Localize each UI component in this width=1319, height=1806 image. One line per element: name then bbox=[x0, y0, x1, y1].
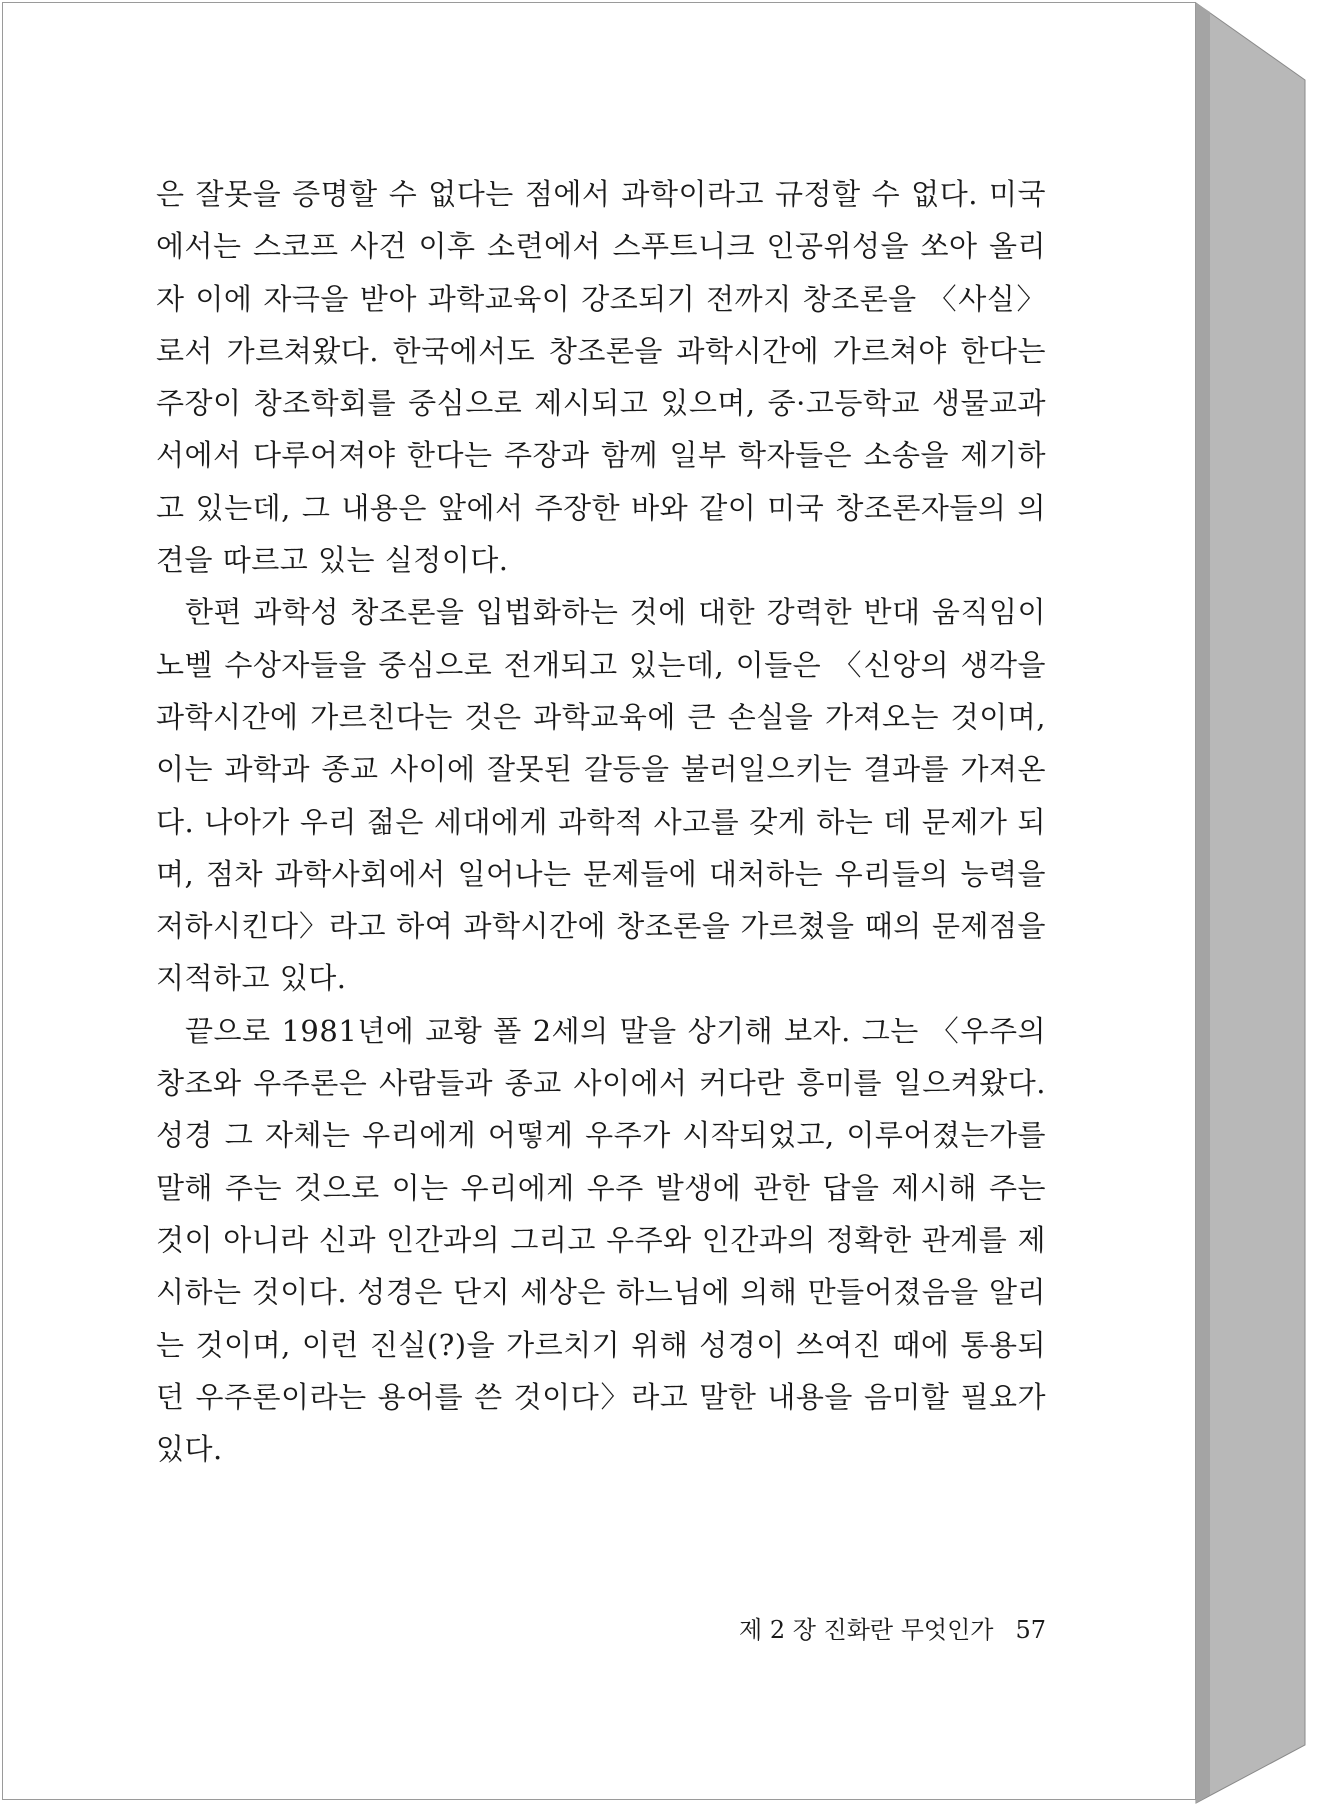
paragraph-2: 한편 과학성 창조론을 입법화하는 것에 대한 강력한 반대 움직임이 노벨 수상자들을 중심으로 전개되고 있는데, 이들은 〈신앙의 생각을 과학시간에 가르친다는 것은 과학교육에 큰 손실을 가져오는 것이며, 이는 과학과 종교 사이에 잘못된 갈등을 불러일으키는 결과를 가져온다. 나아가 우리 젊은 세대에게 과학적 사고를 갖게 하는 데 문제가 되며, 점차 과학사회에서 일어나는 문제들에 대처하는 우리들의 능력을 저하시킨다〉라고 하여 과학시간에 창조론을 가르쳤을 때의 문제점을 지적하고 있다. bbox=[156, 595, 1046, 996]
body-text bbox=[156, 168, 1046, 1475]
page-number: 57 bbox=[1015, 1616, 1046, 1644]
book-side-edge bbox=[1196, 3, 1305, 1803]
book-side-shade bbox=[1196, 3, 1210, 1803]
chapter-title: 제 2 장 진화란 무엇인가 bbox=[739, 1616, 994, 1644]
page-footer bbox=[600, 1610, 1046, 1645]
paragraph-1: 은 잘못을 증명할 수 없다는 점에서 과학이라고 규정할 수 없다. 미국에서는 스코프 사건 이후 소련에서 스푸트니크 인공위성을 쏘아 올리자 이에 자극을 받아 과학교육이 강조되기 전까지 창조론을 〈사실〉로서 가르쳐왔다. 한국에서도 창조론을 과학시간에 가르쳐야 한다는 주장이 창조학회를 중심으로 제시되고 있으며, 중·고등학교 생물교과서에서 다루어져야 한다는 주장과 함께 일부 학자들은 소송을 제기하고 있는데, 그 내용은 앞에서 주장한 바와 같이 미국 창조론자들의 의견을 따르고 있는 실정이다. bbox=[156, 177, 1046, 578]
paragraph-3: 끝으로 1981년에 교황 폴 2세의 말을 상기해 보자. 그는 〈우주의 창조와 우주론은 사람들과 종교 사이에서 커다란 흥미를 일으켜왔다. 성경 그 자체는 우리에게 어떻게 우주가 시작되었고, 이루어졌는가를 말해 주는 것으로 이는 우리에게 우주 발생에 관한 답을 제시해 주는 것이 아니라 신과 인간과의 그리고 우주와 인간과의 정확한 관계를 제시하는 것이다. 성경은 단지 세상은 하느님에 의해 만들어졌음을 알리는 것이며, 이런 진실(?)을 가르치기 위해 성경이 쓰여진 때에 통용되던 우주론이라는 용어를 쓴 것이다〉라고 말한 내용을 음미할 필요가 있다. bbox=[156, 1013, 1046, 1467]
